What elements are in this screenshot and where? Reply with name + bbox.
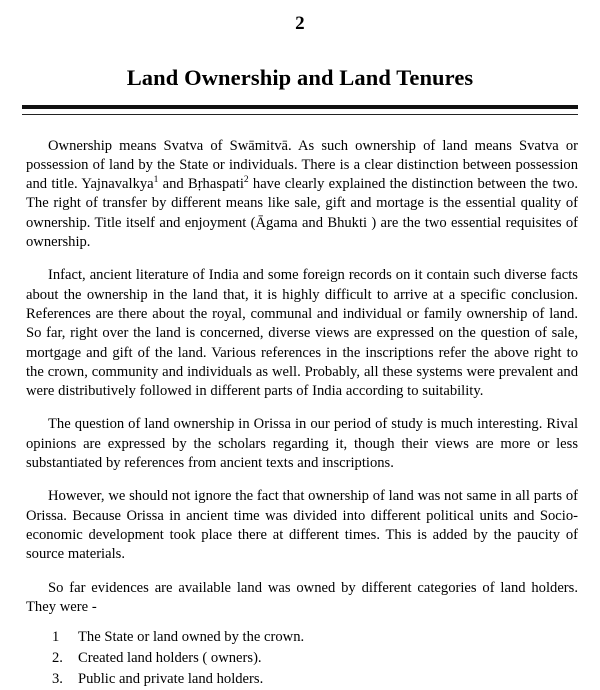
list-item-marker: 2. <box>52 650 63 667</box>
list-item-marker: 3. <box>52 671 63 688</box>
paragraph-orissa-question: The question of land ownership in Orissa in our period of study is much interesting. Rival opinions are expressed by the scholars regarding it, though their views are more or less substantiated by references from ancient texts and inscriptions. <box>26 416 578 472</box>
paragraph-orissa-political-units: However, we should not ignore the fact that ownership of land was not same in all parts of Orissa. Because Orissa in ancient time was divided into different political units and Socio-economic development took place there at different times. This is added by the paucity of source materials. <box>26 488 578 563</box>
list-item <box>26 627 578 648</box>
list-item-label: The State or land owned by the crown. <box>78 629 305 646</box>
paragraph-land-holders-intro: So far evidences are available land was owned by different categories of land holders. They were - <box>26 579 578 615</box>
list-item <box>26 648 578 669</box>
page-title: Land Ownership and Land Tenures <box>126 65 474 90</box>
list-item-label: Created land holders ( owners). <box>78 650 262 667</box>
title-divider-rule <box>22 105 578 115</box>
list-item-marker: 1 <box>52 629 60 646</box>
footnote-marker-2: 2 <box>243 175 249 186</box>
list-item <box>26 669 578 690</box>
paragraph-ownership-definition: Ownership means Svatva of Swāmitvā. As such ownership of land means Svatva or possession of land by the State or individuals. There is a clear distinction between possession and title. Yajnavalkya$^1$ and Bṛhaspati$^2$ have clearly explained the distinction between the two. The right of transfer by different means like sale, gift and mortage is the essential quality of ownership. Title itself and enjoyment (Āgama and Bhukti ) are the two essential requisites of ownership. <box>26 137 579 251</box>
body-content <box>26 115 578 690</box>
paragraph-ancient-literature: Infact, ancient literature of India and some foreign records on it contain such diverse facts about the ownership in the land that, it is highly difficult to arrive at a specific conclusion. References are there about the royal, communal and individual or family ownership of land. So far, right over the land is concerned, diverse views are expressed on the question of sale, mortgage and gift of the land. Various references in the inscriptions refer the above right to the crown, community and individuals as well. Probably, all these systems were prevalent and were distributively followed in different parts of India according to suitability. <box>26 267 578 400</box>
land-holders-list <box>26 627 578 690</box>
list-item-label: Public and private land holders. <box>78 671 264 688</box>
footnote-marker-1: 1 <box>153 175 159 186</box>
chapter-number: 2 <box>295 13 305 34</box>
